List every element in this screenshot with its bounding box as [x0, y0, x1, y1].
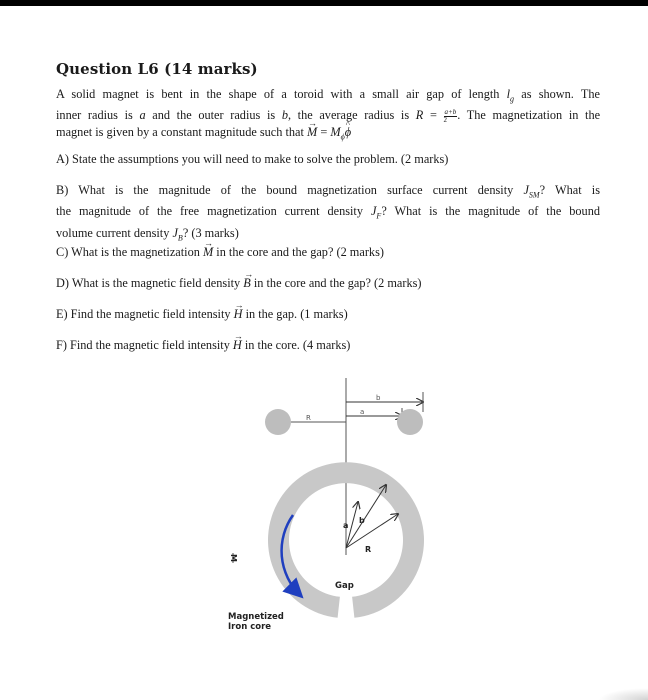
label-a-top: a [360, 408, 365, 416]
part-b-line-2: the magnitude of the free magnetization current density $J_F$? What is the magnitude of the bound [56, 204, 600, 221]
page-corner-shadow [598, 688, 648, 700]
outer-radius-arrow [346, 485, 386, 548]
label-core-line-1: Magnetized [228, 612, 284, 622]
intro-line-3: magnet is given by a constant magnitude such that → $M = M_\phi\^{}$ ϕ [56, 124, 600, 145]
part-c: C) What is the magnetization → M in the core and the gap? (2 marks) [56, 244, 600, 260]
question-title: Question L6 (14 marks) [56, 60, 258, 78]
cross-section-right-circle [397, 409, 423, 435]
cross-section-left-circle [265, 409, 291, 435]
label-R-top: R [306, 414, 311, 422]
label-M: M [229, 554, 238, 562]
part-e: E) Find the magnetic field intensity → H in the gap. (1 marks) [56, 306, 600, 322]
part-b-line-1: B) What is the magnitude of the bound magnetization surface current density $J_{SM}$? What is [56, 183, 601, 200]
part-f: F) Find the magnetic field intensity → H in the core. (4 marks) [56, 337, 600, 353]
label-b-center: b [359, 516, 365, 525]
intro-line-1: A solid magnet is bent in the shape of a toroid with a small air gap of length $l_g$ as shown. The [56, 87, 600, 104]
label-gap: Gap [335, 581, 354, 591]
label-R-center: R [365, 545, 372, 554]
label-core-line-2: Iron core [228, 622, 272, 632]
average-radius-fraction: $\frac{a+b}{2}$ [443, 108, 457, 125]
label-b-top: b [376, 394, 381, 402]
intro-line-2: inner radius is a and the outer radius is b, the average radius is R = $\frac{a+b}{2}$ . The magnetization in the [56, 108, 601, 125]
part-a: A) State the assumptions you will need to make to solve the problem. (2 marks) [56, 152, 449, 166]
label-a-center: a [343, 521, 349, 530]
part-b-line-3: volume current density $J_B$? (3 marks) [56, 225, 239, 243]
part-d: D) What is the magnetic field density → B in the core and the gap? (2 marks) [56, 275, 600, 291]
